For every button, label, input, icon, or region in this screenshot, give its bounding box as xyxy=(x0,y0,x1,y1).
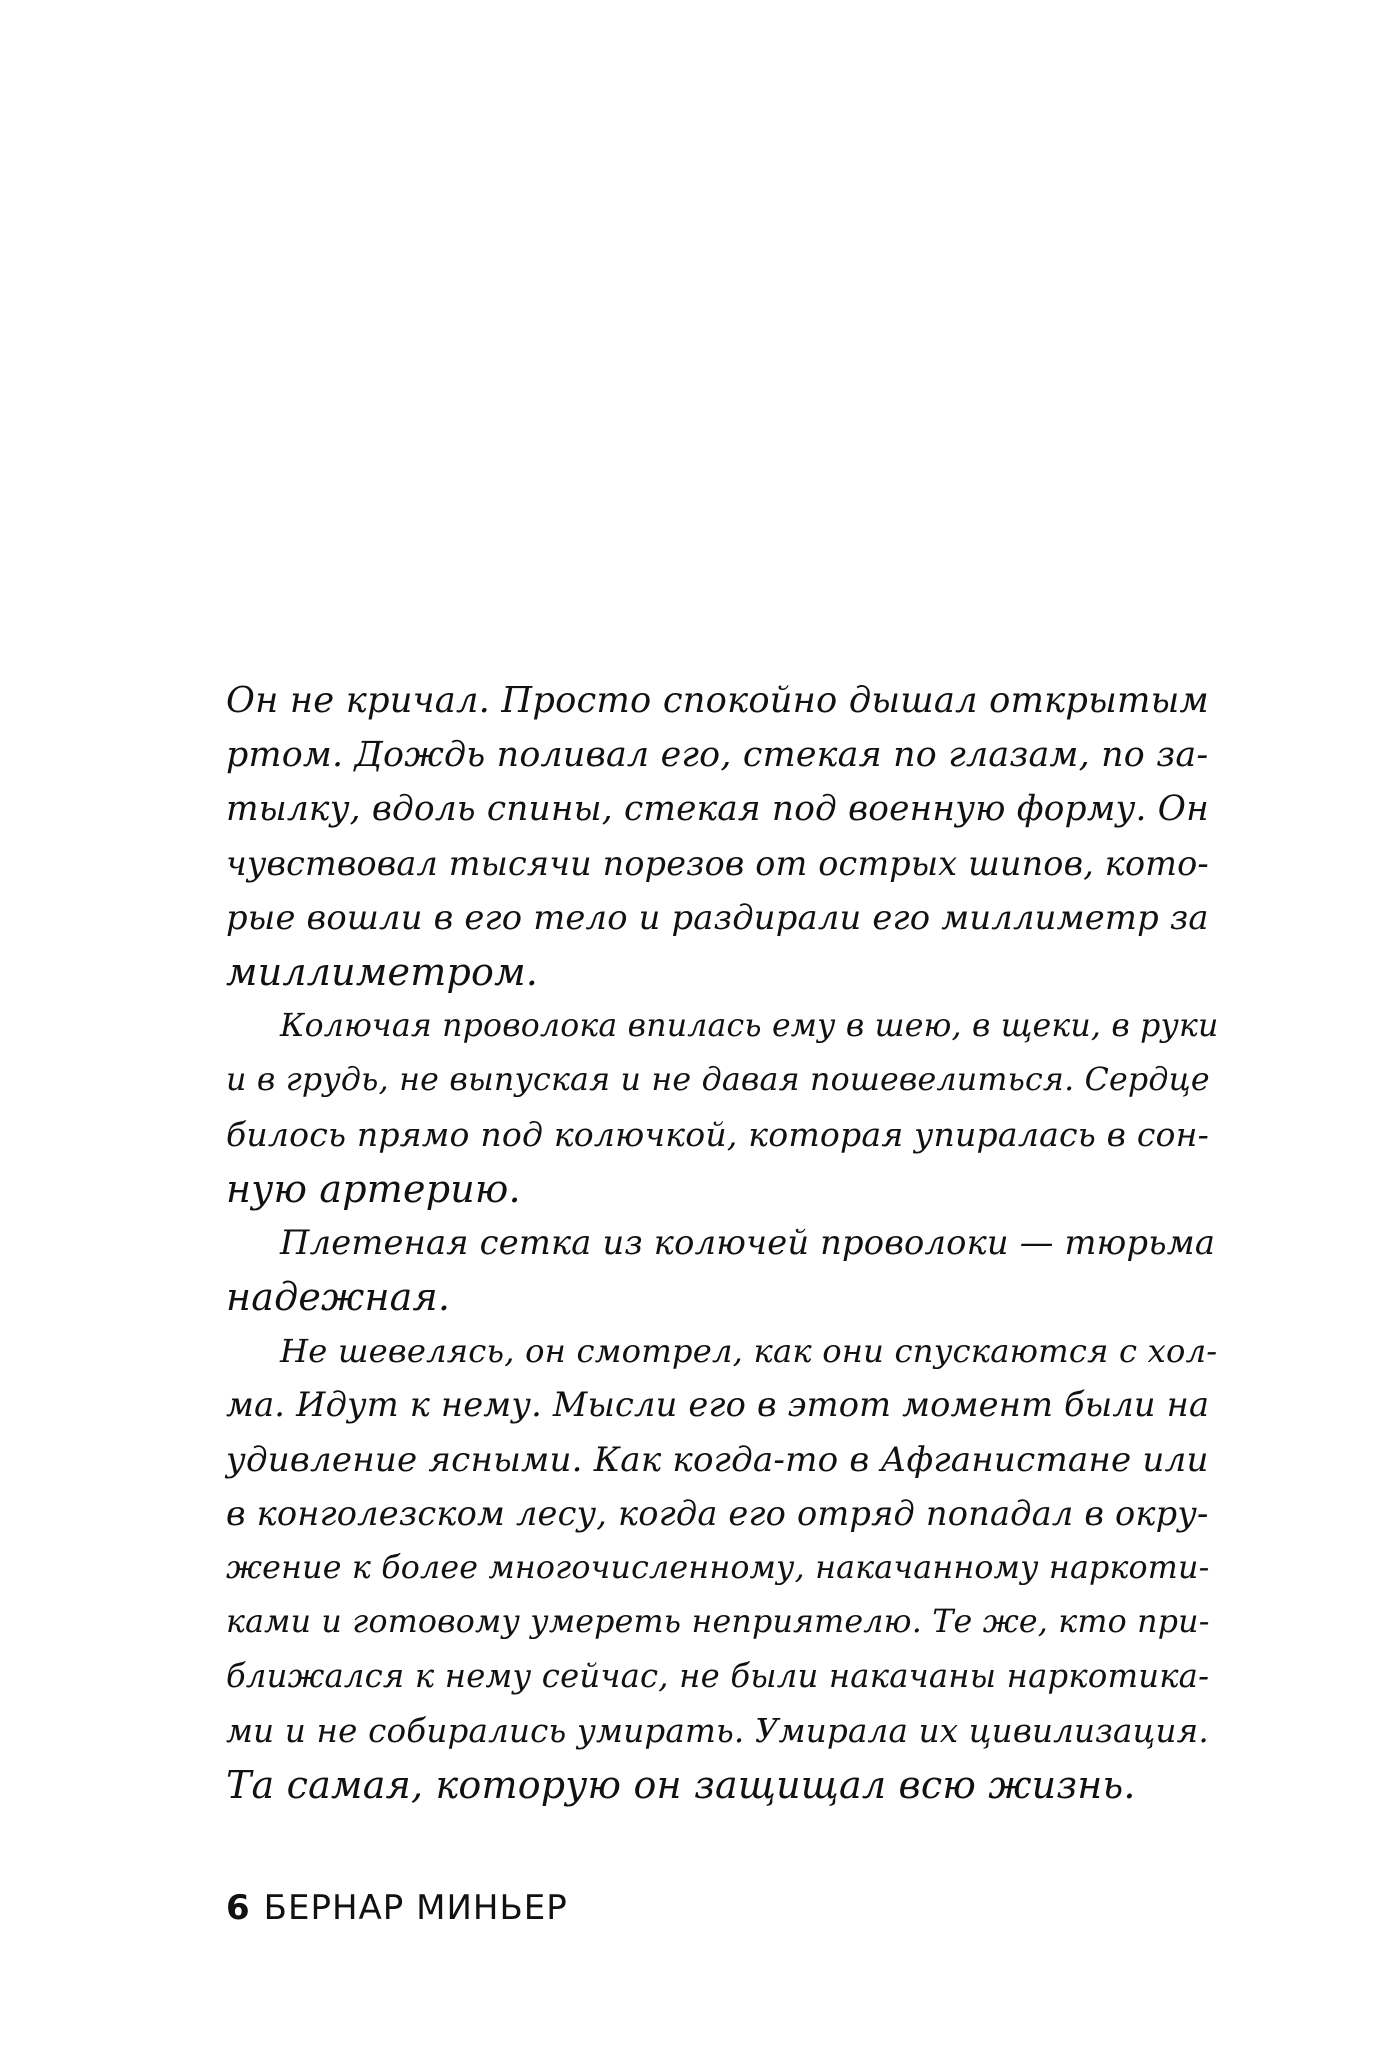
page-number: 6 xyxy=(226,1888,250,1928)
text-line: Колючая проволока впилась ему в шею, в щеки, в руки xyxy=(280,1008,1219,1045)
text-line: ками и готовому умереть неприятелю. Те же, кто при- xyxy=(226,1604,1210,1641)
page-footer xyxy=(226,1888,568,1928)
text-line: надежная. xyxy=(226,1275,451,1320)
text-line: Плетеная сетка из колючей проволоки — тюрьма xyxy=(280,1222,1216,1262)
text-line: в конголезском лесу, когда его отряд попадал в окру- xyxy=(226,1493,1209,1533)
text-line: ную артерию. xyxy=(226,1166,521,1211)
text-line: чувствовал тысячи порезов от острых шипов, кото- xyxy=(226,843,1209,883)
text-line: и в грудь, не выпуская и не давая пошевелиться. Сердце xyxy=(226,1062,1210,1099)
text-line: жение к более многочисленному, накачанному наркоти- xyxy=(226,1550,1210,1586)
text-line: удивление ясными. Как когда-то в Афганистане или xyxy=(226,1439,1209,1480)
text-line: ближался к нему сейчас, не были накачаны наркотика- xyxy=(226,1657,1210,1696)
text-line: миллиметром. xyxy=(226,949,539,994)
text-line: Не шевелясь, он смотрел, как они спускаются с хол- xyxy=(280,1332,1218,1371)
text-line: ми и не собирались умирать. Умирала их цивилизация. xyxy=(226,1711,1209,1750)
running-head-author: БЕРНАР МИНЬЕР xyxy=(263,1888,568,1928)
body-text xyxy=(226,674,1219,1812)
text-line: тылку, вдоль спины, стекая под военную форму. Он xyxy=(226,789,1209,830)
text-line: ртом. Дождь поливал его, стекая по глазам, по за- xyxy=(226,735,1209,776)
text-line: Та самая, которую он защищал всю жизнь. xyxy=(226,1762,1136,1807)
text-line: ма. Идут к нему. Мысли его в этот момент были на xyxy=(226,1385,1210,1425)
text-line: билось прямо под колючкой, которая упиралась в сон- xyxy=(226,1114,1210,1154)
text-line: Он не кричал. Просто спокойно дышал открытым xyxy=(226,680,1209,721)
text-line: рые вошли в его тело и раздирали его миллиметр за xyxy=(226,897,1209,937)
